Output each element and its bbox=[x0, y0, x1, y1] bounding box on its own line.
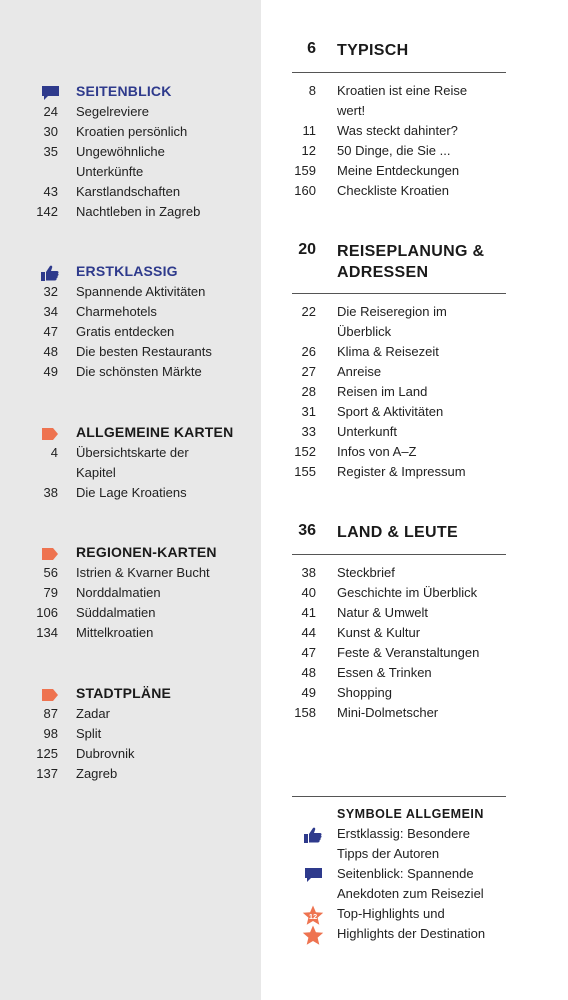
chapter-number: 36 bbox=[298, 522, 316, 539]
item-label: Infos von A–Z bbox=[337, 444, 417, 459]
item-label: Dubrovnik bbox=[76, 746, 135, 761]
list-item[interactable] bbox=[292, 422, 506, 442]
item-label: Mini-Dolmetscher bbox=[337, 705, 439, 720]
page-number: 134 bbox=[36, 625, 58, 640]
list-item[interactable] bbox=[292, 402, 506, 422]
item-label: Karstlandschaften bbox=[76, 184, 181, 199]
item-label: Gratis entdecken bbox=[76, 324, 175, 339]
list-item[interactable] bbox=[292, 161, 506, 181]
chapter-title: LAND & LEUTE bbox=[337, 524, 458, 541]
item-label: Norddalmatien bbox=[76, 585, 161, 600]
list-item[interactable] bbox=[292, 342, 506, 362]
page-number: 137 bbox=[36, 766, 58, 781]
list-item[interactable] bbox=[0, 282, 261, 302]
page-number: 47 bbox=[301, 645, 316, 660]
list-item[interactable] bbox=[0, 142, 261, 182]
page-number: 152 bbox=[294, 444, 316, 459]
item-label: Natur & Umwelt bbox=[337, 605, 429, 620]
item-label: Meine Entdeckungen bbox=[337, 163, 460, 178]
section-stadtplaene bbox=[0, 684, 261, 784]
section-header bbox=[0, 82, 261, 102]
page-number: 49 bbox=[43, 364, 58, 379]
page-number: 41 bbox=[301, 605, 316, 620]
chapter-header[interactable] bbox=[292, 520, 506, 555]
item-label: Essen & Trinken bbox=[337, 665, 432, 680]
thumbs-up-icon bbox=[40, 265, 60, 281]
item-label: Segelreviere bbox=[76, 104, 149, 119]
page-number: 4 bbox=[50, 445, 58, 460]
item-label: Istrien & Kvarner Bucht bbox=[76, 565, 210, 580]
tag-arrow-icon bbox=[40, 546, 60, 562]
list-item[interactable] bbox=[0, 744, 261, 764]
page-number: 155 bbox=[294, 464, 316, 479]
section-erstklassig bbox=[0, 262, 261, 382]
legend-item bbox=[292, 864, 506, 904]
legend-label: Top-Highlights und bbox=[337, 906, 445, 921]
page-number: 11 bbox=[302, 123, 316, 138]
page-number: 47 bbox=[43, 324, 58, 339]
item-label: Geschichte im Überblick bbox=[337, 585, 478, 600]
page-number: 38 bbox=[301, 565, 316, 580]
section-regionen-karten bbox=[0, 543, 261, 643]
chapter-header[interactable] bbox=[292, 38, 506, 73]
chapter-land-leute bbox=[292, 520, 506, 723]
page-number: 30 bbox=[43, 124, 58, 139]
section-title: SEITENBLICK bbox=[76, 83, 172, 99]
list-item[interactable] bbox=[0, 302, 261, 322]
chapter-title: TYPISCH bbox=[337, 42, 409, 59]
list-item[interactable] bbox=[0, 322, 261, 342]
list-item[interactable] bbox=[0, 362, 261, 382]
item-label: Übersichtskarte der Kapitel bbox=[76, 445, 189, 480]
section-title: ALLGEMEINE KARTEN bbox=[76, 424, 234, 440]
item-label: Reisen im Land bbox=[337, 384, 428, 399]
list-item[interactable] bbox=[292, 141, 506, 161]
page-number: 33 bbox=[301, 424, 316, 439]
list-item[interactable] bbox=[0, 342, 261, 362]
page-number: 35 bbox=[43, 144, 58, 159]
legend-item bbox=[292, 904, 506, 924]
page-number: 24 bbox=[43, 104, 58, 119]
speech-bubble-icon bbox=[40, 85, 60, 101]
page-number: 160 bbox=[294, 183, 316, 198]
section-title: ERSTKLASSIG bbox=[76, 263, 178, 279]
chapter-title: REISEPLANUNG & ADRESSEN bbox=[337, 243, 485, 281]
symbols-legend bbox=[292, 796, 506, 944]
legend-title: SYMBOLE ALLGEMEIN bbox=[337, 807, 484, 821]
list-item[interactable] bbox=[292, 81, 506, 121]
chapter-reiseplanung bbox=[292, 239, 506, 482]
legend-item bbox=[292, 924, 506, 944]
item-label: Charmehotels bbox=[76, 304, 157, 319]
chapter-typisch bbox=[292, 38, 506, 201]
item-label: Nachtleben in Zagreb bbox=[76, 204, 201, 219]
page-number: 26 bbox=[301, 344, 316, 359]
tag-arrow-icon bbox=[40, 687, 60, 703]
item-label: Kunst & Kultur bbox=[337, 625, 421, 640]
item-label: Die besten Restaurants bbox=[76, 344, 212, 359]
page-number: 12 bbox=[301, 143, 316, 158]
list-item[interactable] bbox=[292, 302, 506, 342]
item-label: Steckbrief bbox=[337, 565, 395, 580]
list-item[interactable] bbox=[0, 483, 261, 503]
page-number: 48 bbox=[43, 344, 58, 359]
list-item[interactable] bbox=[292, 623, 506, 643]
list-item[interactable] bbox=[292, 683, 506, 703]
item-label: Spannende Aktivitäten bbox=[76, 284, 206, 299]
list-item[interactable] bbox=[292, 663, 506, 683]
page-number: 8 bbox=[308, 83, 316, 98]
section-title: STADTPLÄNE bbox=[76, 685, 172, 701]
item-label: Unterkunft bbox=[337, 424, 397, 439]
list-item[interactable] bbox=[292, 442, 506, 462]
list-item[interactable] bbox=[292, 583, 506, 603]
list-item[interactable] bbox=[0, 182, 261, 202]
star-icon bbox=[302, 926, 324, 944]
item-label: Mittelkroatien bbox=[76, 625, 154, 640]
section-header bbox=[0, 423, 261, 443]
list-item[interactable] bbox=[0, 563, 261, 583]
item-label: Süddalmatien bbox=[76, 605, 156, 620]
page-number: 38 bbox=[43, 485, 58, 500]
page-number: 27 bbox=[301, 364, 316, 379]
item-label: Was steckt dahinter? bbox=[337, 123, 458, 138]
list-item[interactable] bbox=[0, 603, 261, 623]
page-number: 40 bbox=[301, 585, 316, 600]
list-item[interactable] bbox=[0, 122, 261, 142]
list-item[interactable] bbox=[0, 443, 261, 483]
page-number: 106 bbox=[36, 605, 58, 620]
item-label: Register & Impressum bbox=[337, 464, 466, 479]
list-item[interactable] bbox=[0, 102, 261, 122]
page-number: 28 bbox=[301, 384, 316, 399]
section-seitenblick bbox=[0, 82, 261, 222]
page-number: 32 bbox=[43, 284, 58, 299]
list-item[interactable] bbox=[292, 643, 506, 663]
page-number: 98 bbox=[43, 726, 58, 741]
chapter-number: 6 bbox=[307, 40, 316, 57]
item-label: Anreise bbox=[337, 364, 382, 379]
item-label: Kroatien persönlich bbox=[76, 124, 188, 139]
page-number: 79 bbox=[43, 585, 58, 600]
item-label: Die Reiseregion im Überblick bbox=[337, 304, 447, 339]
page-number: 31 bbox=[301, 404, 316, 419]
section-allgemeine-karten bbox=[0, 423, 261, 503]
item-label: Kroatien ist eine Reise wert! bbox=[337, 83, 468, 118]
star-number-icon bbox=[302, 906, 324, 924]
item-label: Die schönsten Märkte bbox=[76, 364, 202, 379]
page-number: 159 bbox=[294, 163, 316, 178]
tag-arrow-icon bbox=[40, 426, 60, 442]
section-title: REGIONEN-KARTEN bbox=[76, 544, 217, 560]
item-label: Shopping bbox=[337, 685, 392, 700]
page-number: 34 bbox=[43, 304, 58, 319]
chapter-number: 20 bbox=[298, 241, 316, 258]
section-header bbox=[0, 262, 261, 282]
item-label: Sport & Aktivitäten bbox=[337, 404, 444, 419]
item-label: Ungewöhnliche Unterkünfte bbox=[76, 144, 165, 179]
page-number: 49 bbox=[301, 685, 316, 700]
page-number: 87 bbox=[43, 706, 58, 721]
item-label: Klima & Reisezeit bbox=[337, 344, 439, 359]
star-badge-number: 12 bbox=[308, 911, 318, 921]
item-label: 50 Dinge, die Sie ... bbox=[337, 143, 451, 158]
list-item[interactable] bbox=[292, 382, 506, 402]
legend-label: Seitenblick: Spannende Anekdoten zum Reiseziel bbox=[337, 866, 484, 901]
list-item[interactable] bbox=[292, 181, 506, 201]
item-label: Zadar bbox=[76, 706, 110, 721]
section-header bbox=[0, 543, 261, 563]
page-number: 56 bbox=[43, 565, 58, 580]
list-item[interactable] bbox=[292, 603, 506, 623]
page-number: 158 bbox=[294, 705, 316, 720]
page-number: 142 bbox=[36, 204, 58, 219]
list-item[interactable] bbox=[292, 121, 506, 141]
chapter-header[interactable] bbox=[292, 239, 506, 294]
page-number: 125 bbox=[36, 746, 58, 761]
list-item[interactable] bbox=[292, 563, 506, 583]
list-item[interactable] bbox=[292, 462, 506, 482]
page-number: 48 bbox=[301, 665, 316, 680]
list-item[interactable] bbox=[292, 703, 506, 723]
list-item[interactable] bbox=[0, 764, 261, 784]
speech-bubble-icon bbox=[302, 866, 324, 884]
list-item[interactable] bbox=[0, 724, 261, 744]
item-label: Die Lage Kroatiens bbox=[76, 485, 187, 500]
section-header bbox=[0, 684, 261, 704]
list-item[interactable] bbox=[0, 623, 261, 643]
left-panel bbox=[0, 0, 261, 1000]
thumbs-up-icon bbox=[302, 826, 324, 844]
legend-item bbox=[292, 824, 506, 864]
list-item[interactable] bbox=[0, 202, 261, 222]
item-label: Zagreb bbox=[76, 766, 118, 781]
list-item[interactable] bbox=[0, 583, 261, 603]
list-item[interactable] bbox=[292, 362, 506, 382]
item-label: Feste & Veranstaltungen bbox=[337, 645, 480, 660]
page-number: 22 bbox=[301, 304, 316, 319]
page-number: 43 bbox=[43, 184, 58, 199]
item-label: Split bbox=[76, 726, 102, 741]
list-item[interactable] bbox=[0, 704, 261, 724]
legend-label: Highlights der Destination bbox=[337, 926, 486, 941]
legend-label: Erstklassig: Besondere Tipps der Autoren bbox=[337, 826, 470, 861]
page-number: 44 bbox=[301, 625, 316, 640]
item-label: Checkliste Kroatien bbox=[337, 183, 449, 198]
